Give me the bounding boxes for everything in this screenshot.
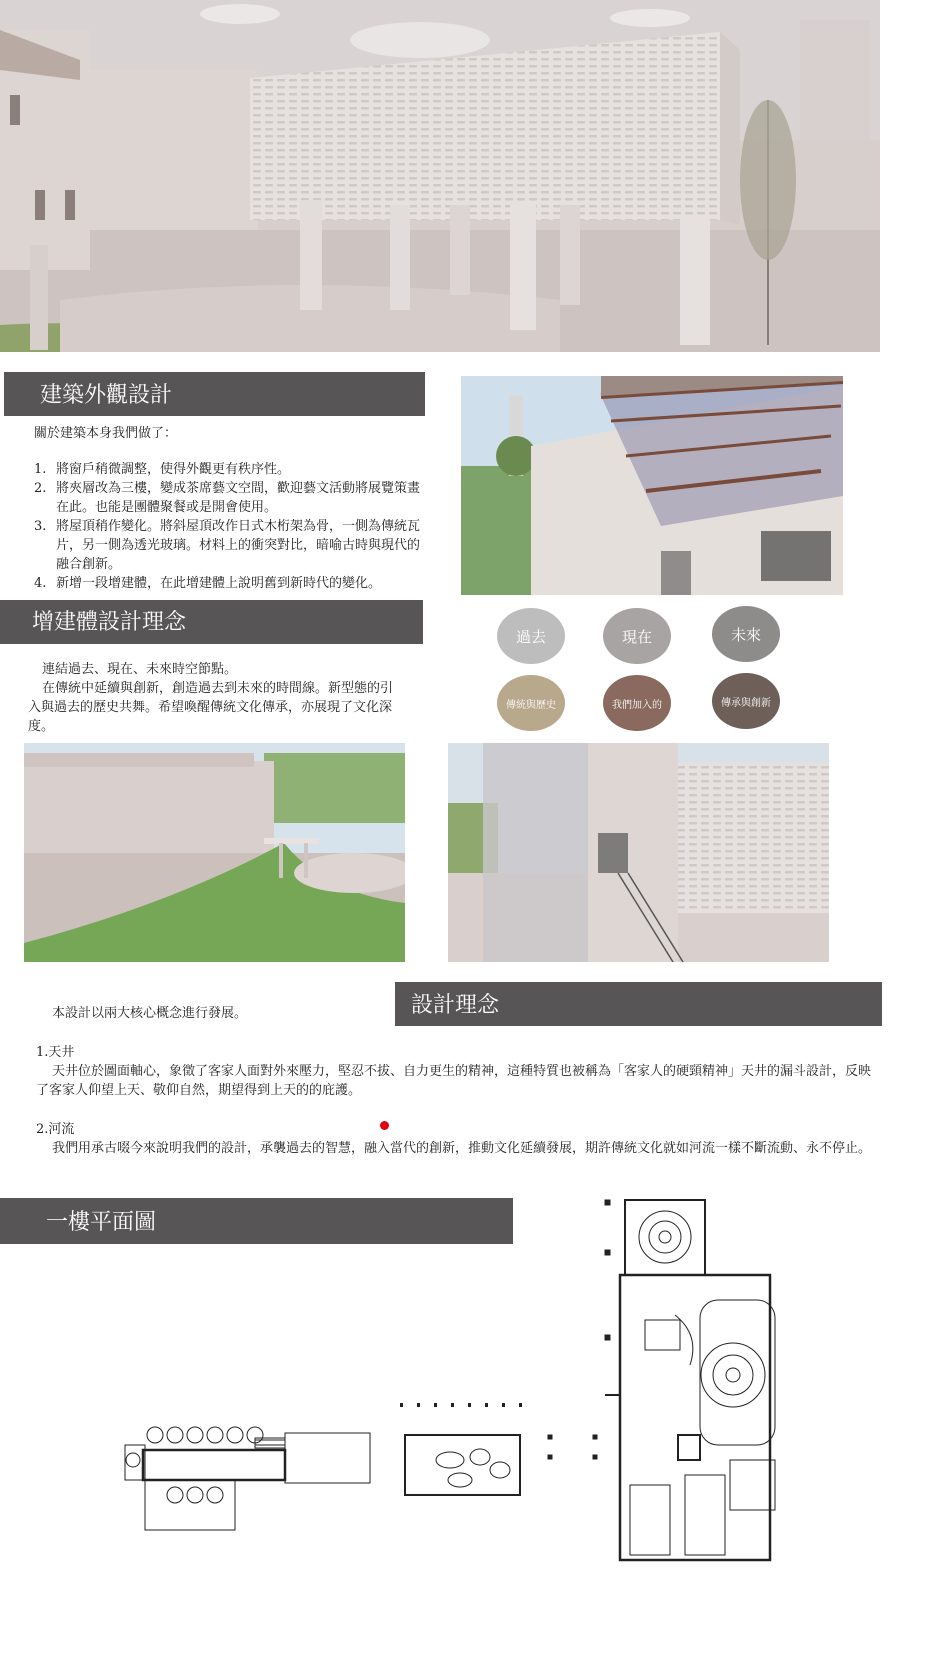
concept-intro: 本設計以兩大核心概念進行發展。 — [52, 1006, 248, 1021]
exterior-design-text — [34, 424, 424, 593]
list-item: 4. 新增一段增建體，在此增建體上說明舊到新時代的變化。 — [34, 576, 382, 591]
circle-past: 過去 — [497, 608, 565, 664]
circle-join: 我們加入的 — [603, 675, 671, 731]
circle-present: 現在 — [603, 608, 671, 664]
hero-render — [0, 0, 880, 352]
stair-tower-render — [448, 743, 829, 962]
exterior-intro: 關於建築本身我們做了： — [34, 426, 178, 441]
courtyard-render — [24, 743, 405, 962]
addition-line2: 在傳統中延續與創新，創造過去到未來的時間線。新型態的引入與過去的歷史共舞。希望喚醒傳統文化傳承，亦展現了文化深度。 — [28, 681, 394, 734]
concept-header: 設計理念 — [395, 982, 882, 1026]
list-item: 2. 將夾層改為三樓，變成茶席藝文空間，歡迎藝文活動將展覽策畫在此。也能是團體聚餐或是開會使用。 — [34, 481, 421, 515]
red-dot-marker — [380, 1121, 389, 1130]
exterior-design-header: 建築外觀設計 — [4, 372, 425, 416]
addition-line1: 連結過去、現在、未來時空節點。 — [42, 662, 238, 677]
floor-plan-header: 一樓平面圖 — [0, 1198, 513, 1244]
concept-item1-text: 天井位於圖面軸心，象徵了客家人面對外來壓力，堅忍不拔、自力更生的精神，這種特質也被稱為「客家人的硬頸精神」天井的漏斗設計，反映了客家人仰望上天、敬仰自然，期望得到上天的的庇護。 — [36, 1064, 872, 1098]
concept-body — [36, 1043, 876, 1158]
roof-render — [461, 376, 843, 595]
addition-design-text — [28, 660, 403, 736]
circle-future: 未來 — [712, 606, 780, 662]
circle-inherit: 傳承與創新 — [712, 673, 780, 729]
addition-design-header: 增建體設計理念 — [0, 600, 423, 644]
circle-tradition: 傳統與歷史 — [497, 675, 565, 731]
concept-item2-text: 我們用承古啜今來說明我們的設計，承襲過去的智慧，融入當代的創新，推動文化延續發展，期許傳統文化就如河流一樣不斷流動、永不停止。 — [52, 1141, 872, 1156]
concept-item1-title: 1.天井 — [36, 1045, 75, 1060]
floor-plan-drawing — [115, 1195, 795, 1565]
list-item: 1. 將窗戶稍微調整，使得外觀更有秩序性。 — [34, 462, 291, 477]
list-item: 3. 將屋頂稍作變化。將斜屋頂改作日式木桁架為骨，一側為傳統瓦片，另一側為透光玻璃。材料上的衝突對比，暗喻古時與現代的融合創新。 — [34, 519, 421, 572]
concept-item2-title: 2.河流 — [36, 1122, 75, 1137]
exterior-items — [34, 460, 424, 593]
